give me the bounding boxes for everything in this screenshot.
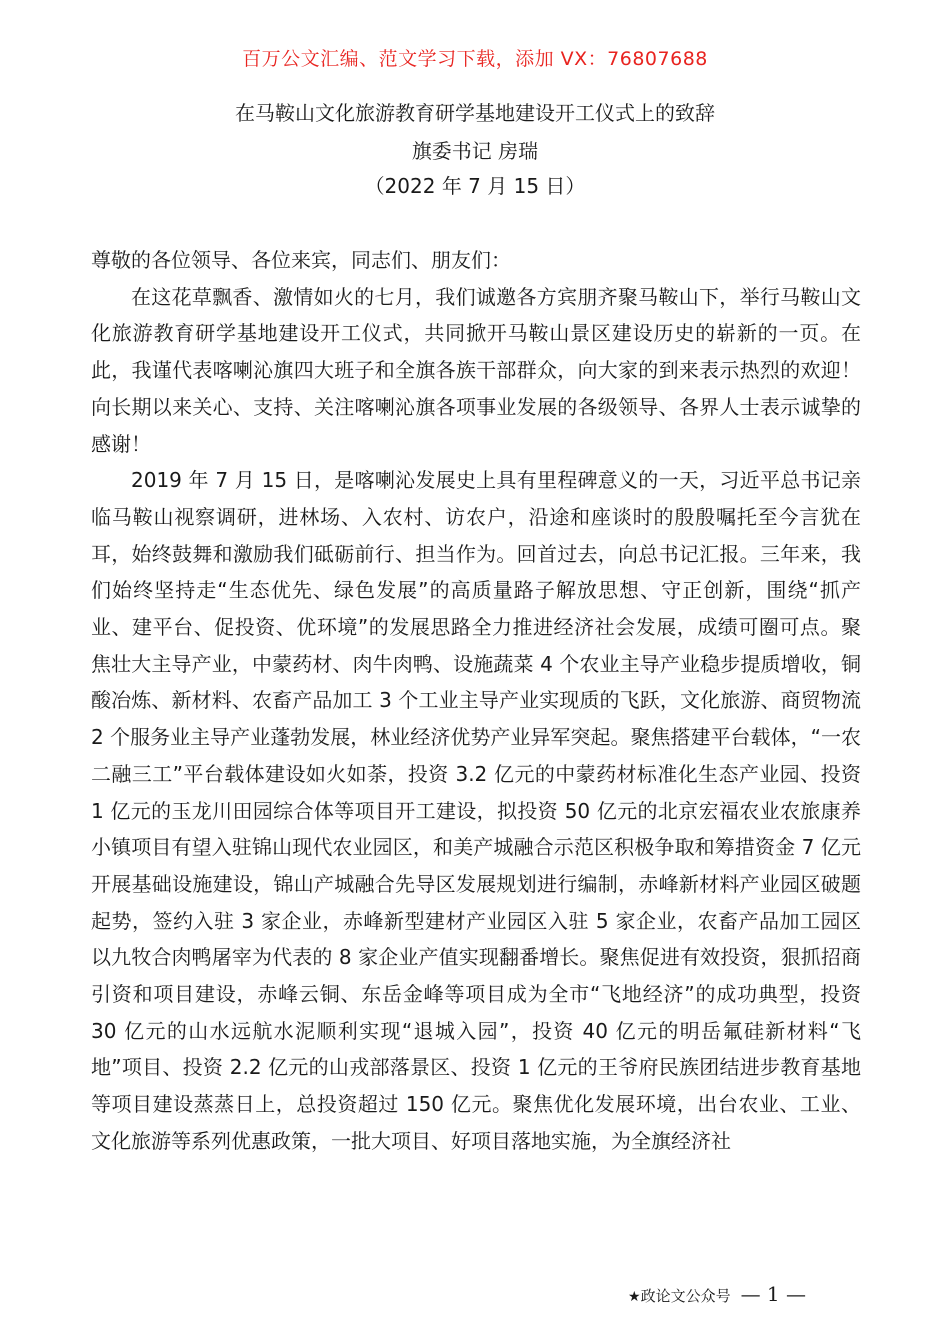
document-date: （2022 年 7 月 15 日） bbox=[364, 174, 586, 198]
document-title: 在马鞍山文化旅游教育研学基地建设开工仪式上的致辞 bbox=[235, 101, 715, 125]
document-body bbox=[91, 242, 861, 1160]
paragraph-2: 2019 年 7 月 15 日，是喀喇沁发展史上具有里程碑意义的一天，习近平总书记亲临马鞍山视察调研，进林场、入农村、访农户，沿途和座谈时的殷殷嘱托至今言犹在耳，始终鼓舞和激励我们砥砺前行、担当作为。回首过去，向总书记汇报。三年来，我们始终坚持走“生态优先、绿色发展”的高质量路子解放思想、守正创新，围绕“抓产业、建平台、促投资、优环境”的发展思路全力推进经济社会发展，成绩可圈可点。聚焦壮大主导产业，中蒙药材、肉牛肉鸭、设施蔬菜 4 个农业主导产业稳步提质增收，铜酸冶炼、新材料、农畜产品加工 3 个工业主导产业实现质的飞跃，文化旅游、商贸物流 2 个服务业主导产业蓬勃发展，林业经济优势产业异军突起。聚焦搭建平台载体，“一农二融三工”平台载体建设如火如荼，投资 3.2 亿元的中蒙药材标准化生态产业园、投资 1 亿元的玉龙川田园综合体等项目开工建设，拟投资 50 亿元的北京宏福农业农旅康养小镇项目有望入驻锦山现代农业园区，和美产城融合示范区积极争取和筹措资金 7 亿元开展基础设施建设，锦山产城融合先导区发展规划进行编制，赤峰新材料产业园区破题起势，签约入驻 3 家企业，赤峰新型建材产业园区入驻 5 家企业，农畜产品加工园区以九牧合肉鸭屠宰为代表的 8 家企业产值实现翻番增长。聚焦促进有效投资，狠抓招商引资和项目建设，赤峰云铜、东岳金峰等项目成为全市“飞地经济”的成功典型，投资 30 亿元的山水远航水泥顺利实现“退城入园”，投资 40 亿元的明岳氟硅新材料“飞地”项目、投资 2.2 亿元的山戎部落景区、投资 1 亿元的王爷府民族团结进步教育基地等项目建设蒸蒸日上，总投资超过 150 亿元。聚焦优化发展环境，出台农业、工业、文化旅游等系列优惠政策，一批大项目、好项目落地实施，为全旗经济社 bbox=[91, 468, 861, 1153]
header-watermark-note: 百万公文汇编、范文学习下载，添加 VX：76807688 bbox=[242, 48, 708, 70]
page-footer bbox=[628, 1282, 806, 1309]
star-icon: ★ bbox=[628, 1289, 641, 1305]
document-author: 旗委书记 房瑞 bbox=[411, 139, 539, 163]
footer-source: 政论文公众号 bbox=[640, 1287, 731, 1305]
salutation: 尊敬的各位领导、各位来宾，同志们、朋友们： bbox=[91, 248, 511, 272]
page-number: — 1 — bbox=[740, 1282, 807, 1306]
paragraph-1: 在这花草飘香、激情如火的七月，我们诚邀各方宾朋齐聚马鞍山下，举行马鞍山文化旅游教育研学基地建设开工仪式，共同掀开马鞍山景区建设历史的崭新的一页。在此，我谨代表喀喇沁旗四大班子和全旗各族干部群众，向大家的到来表示热烈的欢迎！向长期以来关心、支持、关注喀喇沁旗各项事业发展的各级领导、各界人士表示诚挚的感谢！ bbox=[91, 284, 861, 456]
